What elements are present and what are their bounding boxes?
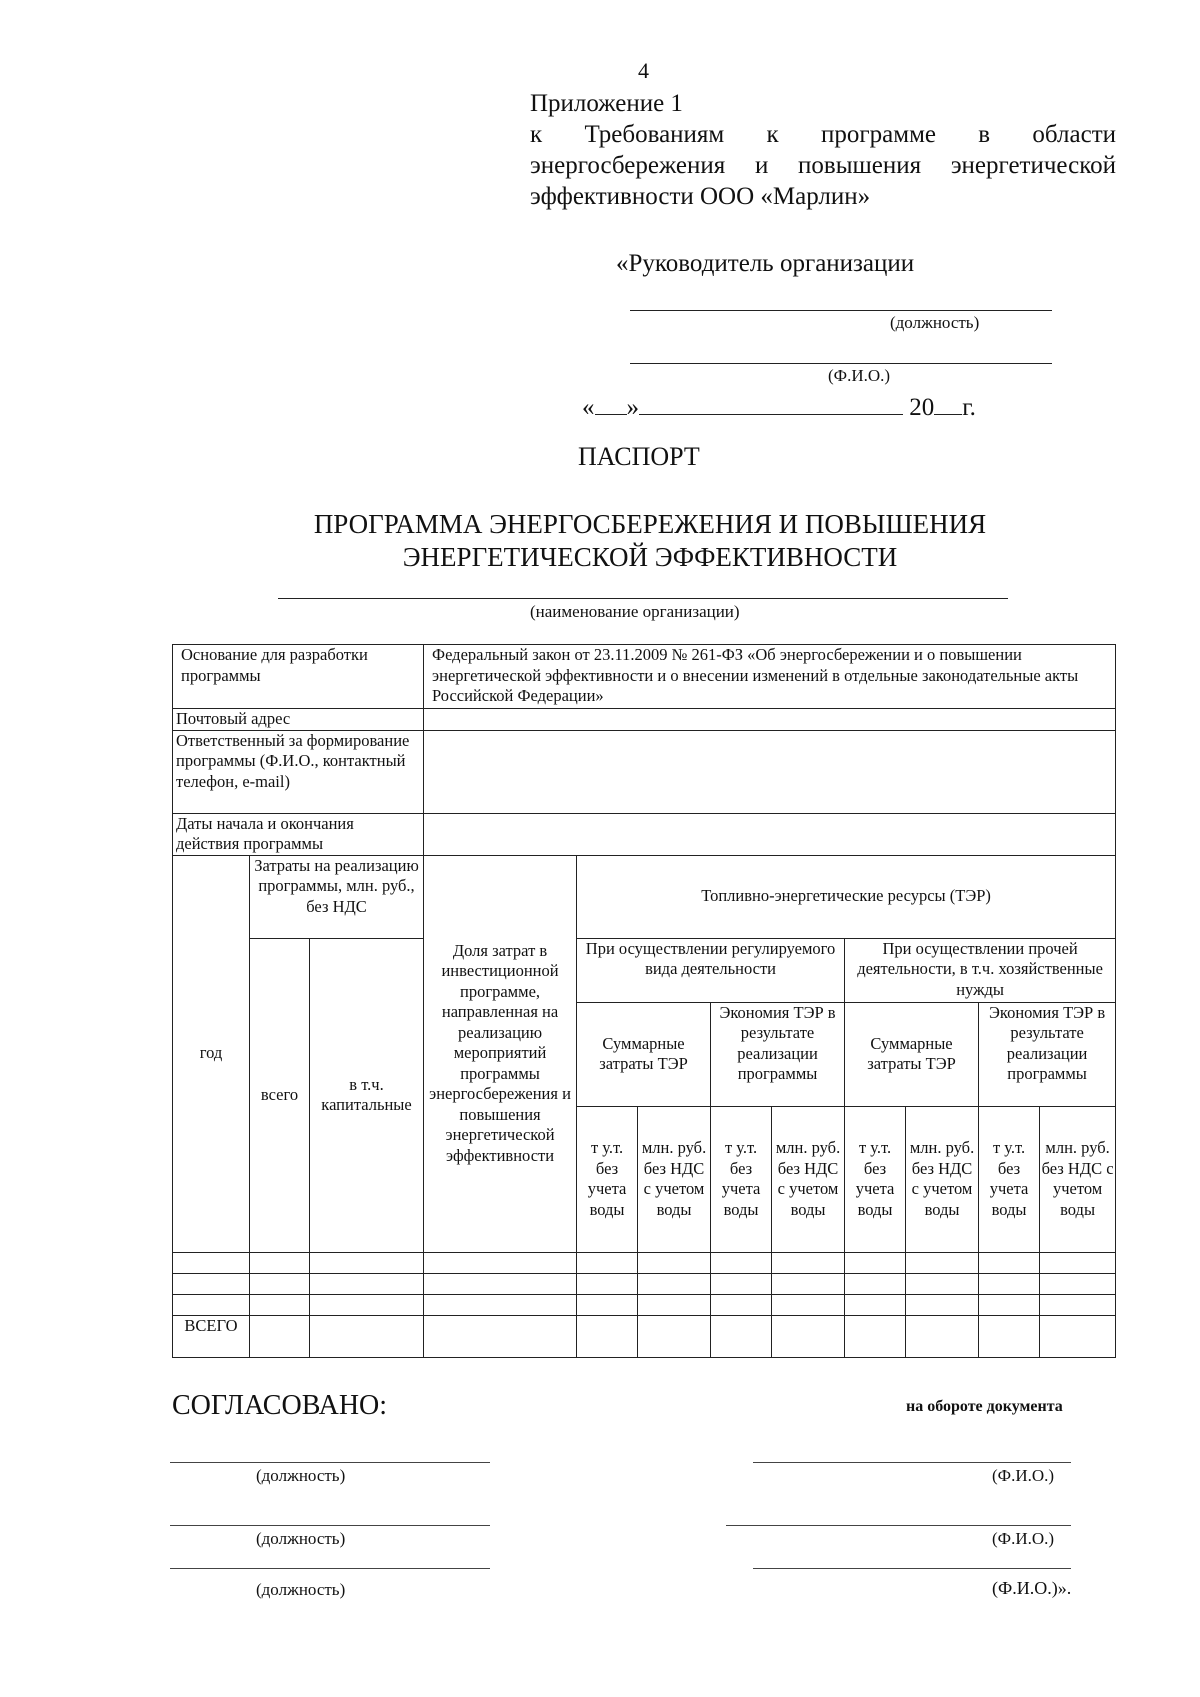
table-cell[interactable] bbox=[772, 1315, 845, 1357]
share-header: Доля затрат в инвестиционной программе, направленная на реализацию мероприятий программы энергосбережения и повышения энергетической эффективности bbox=[424, 855, 577, 1252]
year-prefix: 20 bbox=[909, 394, 935, 421]
agreed-position-caption: (должность) bbox=[256, 1580, 346, 1599]
agreed-position-line[interactable] bbox=[170, 1568, 490, 1569]
unit-tut: т у.т. без учета воды bbox=[845, 1106, 906, 1252]
page-number: 4 bbox=[638, 58, 649, 83]
basis-label: Основание для разработки программы bbox=[173, 645, 424, 709]
table-cell[interactable] bbox=[173, 1252, 250, 1273]
unit-tut: т у.т. без учета воды bbox=[577, 1106, 638, 1252]
table-cell[interactable] bbox=[310, 1315, 424, 1357]
table-cell[interactable] bbox=[906, 1315, 979, 1357]
table-cell[interactable] bbox=[577, 1294, 638, 1315]
table-cell[interactable] bbox=[906, 1252, 979, 1273]
postal-value[interactable] bbox=[424, 709, 1116, 731]
agreed-name-caption: (Ф.И.О.) bbox=[992, 1466, 1055, 1485]
doc-title bbox=[200, 508, 1100, 574]
agreed-name-line[interactable] bbox=[753, 1568, 1071, 1569]
table-row bbox=[173, 938, 1116, 1002]
table-row bbox=[173, 730, 1116, 813]
passport-table bbox=[172, 644, 1116, 1358]
doc-type: ПАСПОРТ bbox=[578, 442, 700, 471]
table-cell[interactable] bbox=[845, 1252, 906, 1273]
table-row bbox=[173, 1294, 1116, 1315]
year-suffix: г. bbox=[962, 394, 976, 421]
table-cell[interactable] bbox=[845, 1294, 906, 1315]
table-cell[interactable] bbox=[577, 1273, 638, 1294]
title-line: ПРОГРАММА ЭНЕРГОСБЕРЕЖЕНИЯ И ПОВЫШЕНИЯ bbox=[313, 509, 987, 539]
agreed-name-caption: (Ф.И.О.) bbox=[992, 1529, 1055, 1548]
appendix-line: к Требованиям к программе в области bbox=[530, 121, 1116, 148]
unit-tut: т у.т. без учета воды bbox=[979, 1106, 1040, 1252]
unit-tut: т у.т. без учета воды bbox=[711, 1106, 772, 1252]
agreed-label: СОГЛАСОВАНО: bbox=[172, 1390, 388, 1421]
agreed-name-line[interactable] bbox=[726, 1525, 1071, 1526]
agreed-name-line[interactable] bbox=[753, 1462, 1071, 1463]
table-row bbox=[173, 1315, 1116, 1357]
table-cell[interactable] bbox=[638, 1252, 711, 1273]
economy-header: Экономия ТЭР в результате реализации программы bbox=[711, 1002, 845, 1106]
table-cell[interactable] bbox=[1040, 1273, 1116, 1294]
table-cell[interactable] bbox=[424, 1315, 577, 1357]
table-cell[interactable] bbox=[173, 1273, 250, 1294]
name-signature-line[interactable] bbox=[630, 363, 1052, 364]
dates-value[interactable] bbox=[424, 813, 1116, 855]
agreed-note: на обороте документа bbox=[906, 1398, 1063, 1415]
table-cell[interactable] bbox=[250, 1315, 310, 1357]
table-cell[interactable] bbox=[424, 1294, 577, 1315]
capital-costs-header: в т.ч. капитальные bbox=[310, 938, 424, 1252]
table-row bbox=[173, 1273, 1116, 1294]
agreed-name-caption: (Ф.И.О.)». bbox=[992, 1578, 1072, 1598]
table-cell[interactable] bbox=[772, 1252, 845, 1273]
sum-costs-header: Суммарные затраты ТЭР bbox=[845, 1002, 979, 1106]
economy-header: Экономия ТЭР в результате реализации программы bbox=[979, 1002, 1116, 1106]
responsible-label: Ответственный за формирование программы (Ф.И.О., контактный телефон, e-mail) bbox=[173, 730, 424, 813]
table-cell[interactable] bbox=[250, 1294, 310, 1315]
table-row bbox=[173, 855, 1116, 938]
table-row bbox=[173, 645, 1116, 709]
table-cell[interactable] bbox=[979, 1273, 1040, 1294]
total-costs-header: всего bbox=[250, 938, 310, 1252]
table-cell[interactable] bbox=[845, 1315, 906, 1357]
responsible-value[interactable] bbox=[424, 730, 1116, 813]
table-row bbox=[173, 813, 1116, 855]
table-cell[interactable] bbox=[1040, 1252, 1116, 1273]
agreed-position-caption: (должность) bbox=[256, 1529, 346, 1548]
unit-mln-rub: млн. руб. без НДС с учетом воды bbox=[772, 1106, 845, 1252]
month-blank[interactable] bbox=[639, 392, 903, 415]
table-cell[interactable] bbox=[577, 1252, 638, 1273]
unit-mln-rub: млн. руб. без НДС с учетом воды bbox=[906, 1106, 979, 1252]
costs-header: Затраты на реализацию программы, млн. руб., без НДС bbox=[250, 855, 424, 938]
table-cell[interactable] bbox=[711, 1294, 772, 1315]
table-cell[interactable] bbox=[711, 1273, 772, 1294]
sum-costs-header: Суммарные затраты ТЭР bbox=[577, 1002, 711, 1106]
table-cell[interactable] bbox=[979, 1294, 1040, 1315]
table-cell[interactable] bbox=[711, 1252, 772, 1273]
table-cell[interactable] bbox=[173, 1294, 250, 1315]
year-blank[interactable] bbox=[934, 392, 962, 415]
table-cell[interactable] bbox=[638, 1294, 711, 1315]
appendix-line: Приложение 1 bbox=[530, 90, 683, 117]
table-cell[interactable] bbox=[310, 1273, 424, 1294]
agreed-position-caption: (должность) bbox=[256, 1466, 346, 1485]
unit-mln-rub: млн. руб. без НДС с учетом воды bbox=[1040, 1106, 1116, 1252]
appendix-line: энергосбережения и повышения энергетической bbox=[530, 152, 1116, 179]
table-cell[interactable] bbox=[310, 1252, 424, 1273]
table-cell[interactable] bbox=[1040, 1294, 1116, 1315]
date-open-quote: « bbox=[582, 394, 595, 421]
table-cell[interactable] bbox=[979, 1315, 1040, 1357]
table-cell[interactable] bbox=[711, 1315, 772, 1357]
date-close-quote: » bbox=[626, 394, 639, 421]
table-cell[interactable] bbox=[424, 1252, 577, 1273]
table-cell[interactable] bbox=[845, 1273, 906, 1294]
dates-label: Даты начала и окончания действия программы bbox=[173, 813, 424, 855]
table-row bbox=[173, 1252, 1116, 1273]
agreed-position-line[interactable] bbox=[170, 1462, 490, 1463]
table-cell[interactable] bbox=[1040, 1315, 1116, 1357]
total-row-label: ВСЕГО bbox=[173, 1315, 250, 1357]
regulated-header: При осуществлении регулируемого вида деятельности bbox=[577, 938, 845, 1002]
year-header: год bbox=[173, 855, 250, 1252]
agreed-position-line[interactable] bbox=[170, 1525, 490, 1526]
unit-mln-rub: млн. руб. без НДС с учетом воды bbox=[638, 1106, 711, 1252]
table-cell[interactable] bbox=[577, 1315, 638, 1357]
name-caption: (Ф.И.О.) bbox=[828, 366, 891, 385]
position-caption: (должность) bbox=[890, 313, 980, 332]
appendix-line: эффективности ООО «Марлин» bbox=[530, 183, 871, 210]
basis-value: Федеральный закон от 23.11.2009 № 261-ФЗ «Об энергосбережении и о повышении энергетической эффективности и о внесении изменений в отдельные законодательные акты Российской Федерации» bbox=[424, 645, 1116, 709]
org-caption: (наименование организации) bbox=[530, 602, 740, 621]
table-cell[interactable] bbox=[772, 1294, 845, 1315]
ter-header: Топливно-энергетические ресурсы (ТЭР) bbox=[577, 855, 1116, 938]
position-signature-line[interactable] bbox=[630, 310, 1052, 311]
approval-header: «Руководитель организации bbox=[616, 250, 915, 277]
table-cell[interactable] bbox=[250, 1252, 310, 1273]
table-cell[interactable] bbox=[250, 1273, 310, 1294]
table-cell[interactable] bbox=[638, 1315, 711, 1357]
table-cell[interactable] bbox=[979, 1252, 1040, 1273]
day-blank[interactable] bbox=[595, 392, 627, 415]
table-cell[interactable] bbox=[906, 1273, 979, 1294]
appendix-note bbox=[530, 88, 1116, 212]
postal-label: Почтовый адрес bbox=[173, 709, 424, 731]
table-row bbox=[173, 709, 1116, 731]
table-cell[interactable] bbox=[638, 1273, 711, 1294]
table-cell[interactable] bbox=[772, 1273, 845, 1294]
title-line: ЭНЕРГЕТИЧЕСКОЙ ЭФФЕКТИВНОСТИ bbox=[402, 542, 898, 572]
table-cell[interactable] bbox=[310, 1294, 424, 1315]
other-activity-header: При осуществлении прочей деятельности, в т.ч. хозяйственные нужды bbox=[845, 938, 1116, 1002]
table-cell[interactable] bbox=[906, 1294, 979, 1315]
approval-date bbox=[582, 392, 976, 422]
table-cell[interactable] bbox=[424, 1273, 577, 1294]
org-name-line[interactable] bbox=[278, 598, 1008, 599]
